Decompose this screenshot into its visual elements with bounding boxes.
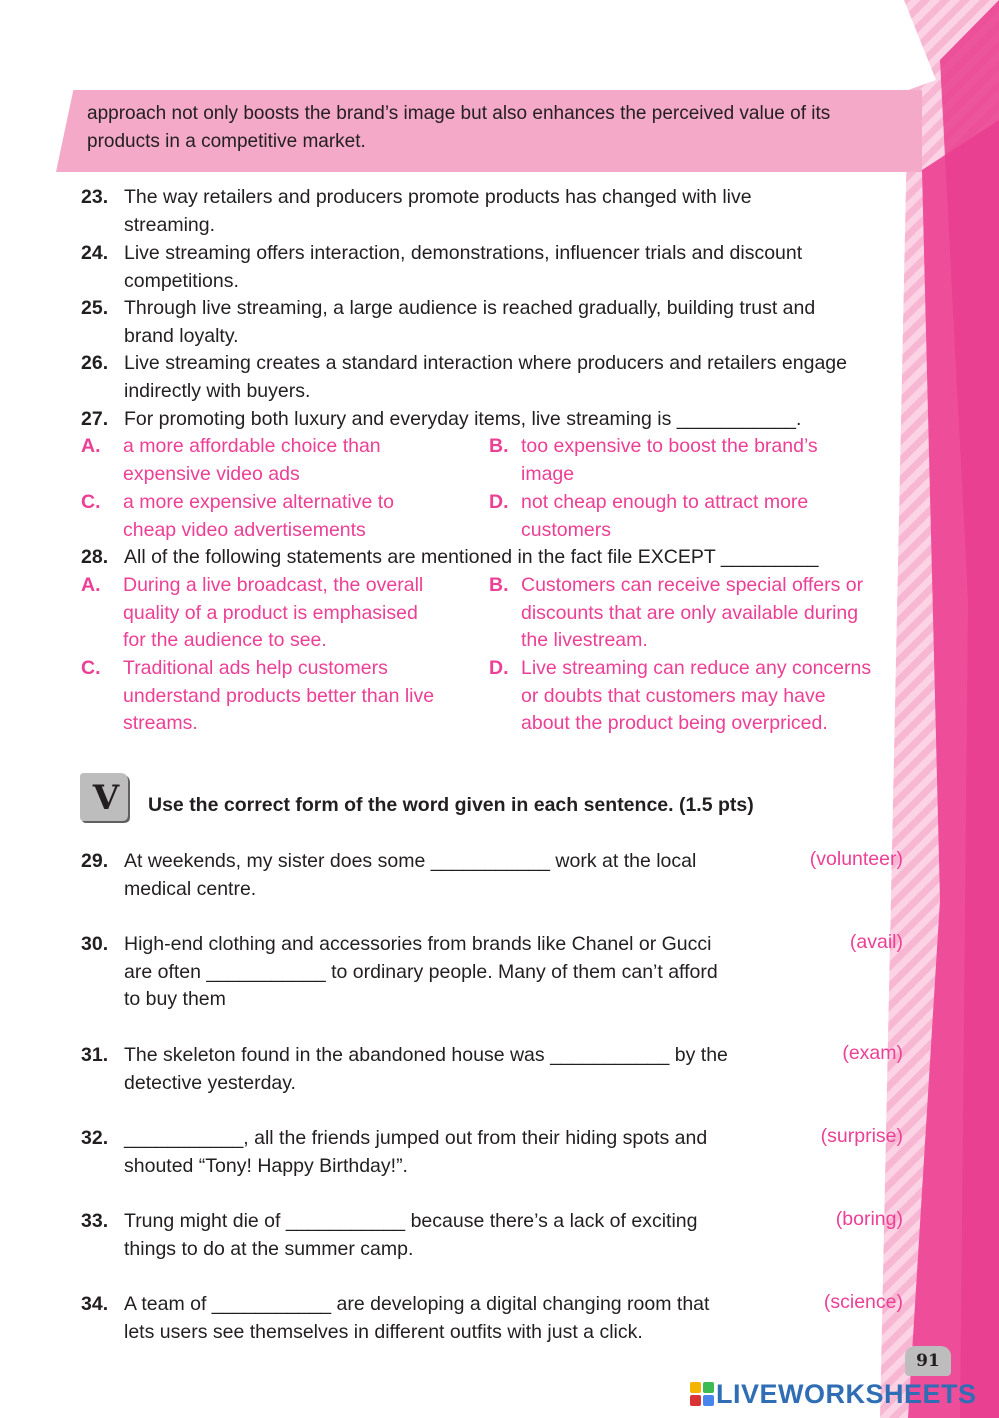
question-30 [81, 931, 771, 1015]
question-stem: For promoting both luxury and everyday items, live streaming is ___________. [124, 408, 802, 430]
hint-31: (exam) [842, 1042, 903, 1064]
question-number: 31. [81, 1044, 109, 1066]
option-line: not cheap enough to attract more [521, 491, 809, 513]
option-line: customers [521, 518, 611, 541]
q27-option-b[interactable] [489, 433, 909, 489]
option-line: for the audience to see. [123, 629, 327, 652]
option-letter: A. [81, 574, 101, 596]
question-line: are often ___________ to ordinary people. Many of them can’t afford [124, 960, 718, 983]
question-number: 25. [81, 297, 109, 319]
question-line: things to do at the summer camp. [124, 1237, 414, 1260]
question-line: shouted “Tony! Happy Birthday!”. [124, 1154, 408, 1177]
hint-29: (volunteer) [809, 848, 903, 870]
question-line: detective yesterday. [124, 1071, 296, 1094]
question-34 [81, 1291, 771, 1347]
q28-option-d[interactable] [489, 655, 909, 739]
statement-line: competitions. [124, 269, 239, 292]
question-line: A team of ___________ are developing a digital changing room that [124, 1293, 710, 1315]
statement-25 [81, 295, 921, 351]
section-title: Use the correct form of the word given in each sentence. (1.5 pts) [148, 794, 754, 816]
option-line: During a live broadcast, the overall [123, 574, 424, 596]
option-line: cheap video advertisements [123, 518, 366, 541]
option-line: too expensive to boost the brand’s [521, 435, 818, 457]
statement-26 [81, 350, 921, 406]
statement-line: brand loyalty. [124, 324, 239, 347]
question-line: High-end clothing and accessories from brands like Chanel or Gucci [124, 933, 712, 955]
section-badge-letter: V [92, 778, 120, 818]
option-line: image [521, 462, 575, 485]
option-line: about the product being overpriced. [521, 712, 828, 735]
option-line: or doubts that customers may have [521, 684, 826, 707]
option-letter: D. [489, 657, 509, 679]
question-number: 24. [81, 242, 109, 264]
option-line: expensive video ads [123, 462, 300, 485]
option-letter: A. [81, 435, 101, 457]
option-line: streams. [123, 712, 198, 735]
page-number: 91 [905, 1346, 951, 1376]
statement-line: Through live streaming, a large audience is reached gradually, building trust and [124, 297, 816, 319]
hint-30: (avail) [849, 931, 903, 953]
question-line: medical centre. [124, 877, 257, 900]
question-31 [81, 1042, 771, 1098]
question-line: to buy them [124, 988, 226, 1011]
question-line: lets users see themselves in different outfits with just a click. [124, 1320, 643, 1343]
option-letter: B. [489, 574, 509, 596]
question-28 [81, 544, 921, 572]
statement-line: Live streaming offers interaction, demonstrations, influencer trials and discount [124, 242, 803, 264]
option-letter: B. [489, 435, 509, 457]
statement-line: indirectly with buyers. [124, 379, 311, 402]
question-number: 29. [81, 850, 109, 872]
q27-option-d[interactable] [489, 489, 909, 545]
intro-text: approach not only boosts the brand’s image but also enhances the perceived value of its products in a competitive market. [87, 103, 831, 152]
question-line: ___________, all the friends jumped out from their hiding spots and [124, 1127, 708, 1149]
option-line: Customers can receive special offers or [521, 574, 864, 596]
question-number: 28. [81, 546, 109, 568]
statement-23 [81, 184, 921, 240]
option-line: quality of a product is emphasised [123, 601, 418, 624]
statement-line: streaming. [124, 213, 216, 236]
q28-option-b[interactable] [489, 572, 909, 656]
question-number: 26. [81, 352, 109, 374]
option-letter: C. [81, 657, 101, 679]
option-line: Traditional ads help customers [123, 657, 388, 679]
hint-34: (science) [823, 1291, 903, 1313]
question-number: 23. [81, 186, 109, 208]
brand-logo-icon [690, 1382, 714, 1406]
option-line: Live streaming can reduce any concerns [521, 657, 872, 679]
option-line: understand products better than live [123, 684, 435, 707]
statement-24 [81, 240, 921, 296]
option-letter: C. [81, 491, 101, 513]
question-27 [81, 406, 921, 434]
question-line: Trung might die of ___________ because there’s a lack of exciting [124, 1210, 698, 1232]
option-letter: D. [489, 491, 509, 513]
section-badge [80, 771, 134, 825]
statement-line: Live streaming creates a standard interaction where producers and retailers engage [124, 352, 847, 374]
question-line: The skeleton found in the abandoned house was ___________ by the [124, 1044, 728, 1066]
q27-option-c[interactable] [81, 489, 481, 545]
question-29 [81, 848, 771, 904]
option-line: a more expensive alternative to [123, 491, 394, 513]
question-number: 27. [81, 408, 109, 430]
hint-33: (boring) [835, 1208, 903, 1230]
question-number: 32. [81, 1127, 109, 1149]
question-number: 34. [81, 1293, 109, 1315]
brand-name: LIVEWORKSHEETS [716, 1379, 977, 1409]
q28-option-c[interactable] [81, 655, 481, 739]
option-line: the livestream. [521, 629, 648, 652]
question-number: 33. [81, 1210, 109, 1232]
option-line: a more affordable choice than [123, 435, 381, 457]
q28-option-a[interactable] [81, 572, 481, 656]
question-stem: All of the following statements are mentioned in the fact file EXCEPT _________ [124, 546, 819, 568]
question-line: At weekends, my sister does some ___________ work at the local [124, 850, 697, 872]
hint-32: (surprise) [820, 1125, 903, 1147]
question-33 [81, 1208, 771, 1264]
option-line: discounts that are only available during [521, 601, 859, 624]
q27-option-a[interactable] [81, 433, 481, 489]
question-number: 30. [81, 933, 109, 955]
question-32 [81, 1125, 771, 1181]
statement-line: The way retailers and producers promote products has changed with live [124, 186, 752, 208]
